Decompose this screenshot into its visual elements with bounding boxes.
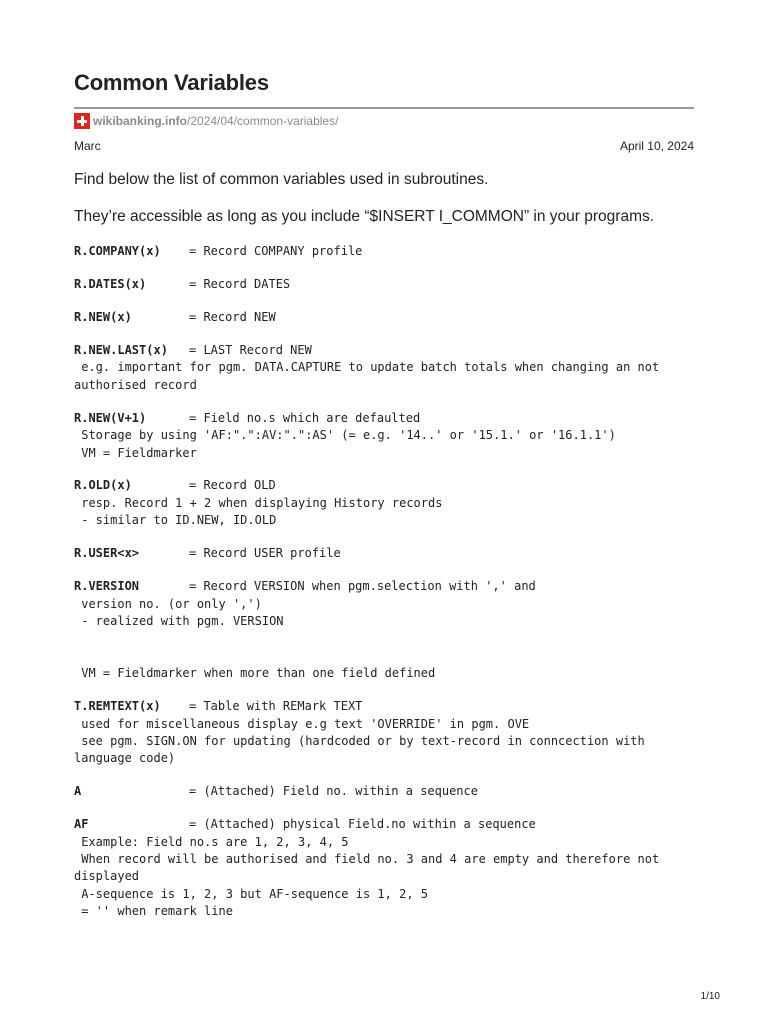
variable-definition: = Record NEW xyxy=(189,309,276,324)
variable-definition: = (Attached) physical Field.no within a sequence xyxy=(189,817,536,832)
source-domain-link[interactable]: wikibanking.info xyxy=(93,114,188,128)
variable-name: R.NEW(V+1) xyxy=(74,410,147,425)
variable-note: When record will be authorised and field no. 3 and 4 are empty and therefore not xyxy=(74,852,660,867)
variable-definition-line xyxy=(74,578,694,595)
page-number: 1/10 xyxy=(700,991,720,1002)
variable-definition-line xyxy=(74,698,694,715)
variable-entry xyxy=(74,578,694,682)
source-line xyxy=(74,113,338,129)
source-path-link[interactable]: /2024/04/common-variables/ xyxy=(187,114,339,128)
variable-definition-line xyxy=(74,276,694,293)
variable-entry xyxy=(74,276,694,293)
variable-name: R.USER<x> xyxy=(74,546,140,561)
variable-note: used for miscellaneous display e.g text 'OVERRIDE' in pgm. OVE xyxy=(74,716,530,731)
variable-note: = '' when remark line xyxy=(74,904,233,919)
variable-entry xyxy=(74,783,694,800)
variable-note: Storage by using 'AF:".":AV:".":AS' (= e.g. '14..' or '15.1.' or '16.1.1') xyxy=(74,428,616,443)
variable-name: AF xyxy=(74,817,89,832)
variable-definition-line xyxy=(74,342,694,359)
variable-entry xyxy=(74,342,694,394)
variable-note: Example: Field no.s are 1, 2, 3, 4, 5 xyxy=(74,834,349,849)
variable-definition: = Record VERSION when pgm.selection with ',' and xyxy=(189,579,536,594)
variable-name: T.REMTEXT(x) xyxy=(74,699,161,714)
variable-definition-line xyxy=(74,309,694,326)
variable-name: R.NEW.LAST(x) xyxy=(74,342,168,357)
variable-definition-line xyxy=(74,816,694,833)
variable-definition: = (Attached) Field no. within a sequence xyxy=(189,784,478,799)
variable-note: - similar to ID.NEW, ID.OLD xyxy=(74,513,277,528)
variable-note: language code) xyxy=(74,751,176,766)
variable-note: authorised record xyxy=(74,377,197,392)
variable-definition: = Record OLD xyxy=(189,478,276,493)
variable-note: A-sequence is 1, 2, 3 but AF-sequence is 1, 2, 5 xyxy=(74,886,429,901)
author-name: Marc xyxy=(74,139,101,153)
intro-paragraph: Find below the list of common variables used in subroutines. xyxy=(74,171,489,188)
variable-note: displayed xyxy=(74,869,140,884)
variable-list xyxy=(74,243,694,936)
variable-name: R.NEW(x) xyxy=(74,309,132,324)
variable-note: VM = Fieldmarker xyxy=(74,445,197,460)
variable-definition-line xyxy=(74,477,694,494)
variable-definition: = Table with REMark TEXT xyxy=(189,699,363,714)
variable-name: R.OLD(x) xyxy=(74,478,132,493)
variable-definition: = Field no.s which are defaulted xyxy=(189,410,421,425)
variable-entry xyxy=(74,545,694,562)
variable-entry xyxy=(74,309,694,326)
variable-note: see pgm. SIGN.ON for updating (hardcoded or by text-record in conncection with xyxy=(74,733,645,748)
title-divider xyxy=(74,107,694,109)
publish-date: April 10, 2024 xyxy=(619,139,694,153)
variable-note: version no. (or only ',') xyxy=(74,596,262,611)
variable-note: e.g. important for pgm. DATA.CAPTURE to update batch totals when changing an not xyxy=(74,360,660,375)
intro-paragraph: They’re accessible as long as you include “$INSERT I_COMMON” in your programs. xyxy=(74,208,655,225)
variable-name: R.VERSION xyxy=(74,579,140,594)
variable-definition-line xyxy=(74,783,694,800)
variable-definition: = Record COMPANY profile xyxy=(189,244,363,258)
variable-note: - realized with pgm. VERSION xyxy=(74,614,284,629)
variable-definition: = Record USER profile xyxy=(189,546,341,561)
variable-entry xyxy=(74,698,694,768)
variable-definition: = Record DATES xyxy=(189,276,291,291)
variable-definition-line xyxy=(74,243,694,260)
variable-note xyxy=(74,648,694,665)
variable-definition: = LAST Record NEW xyxy=(189,342,312,357)
variable-entry xyxy=(74,243,694,260)
swiss-flag-icon xyxy=(74,113,90,129)
variable-entry xyxy=(74,410,694,462)
variable-note xyxy=(74,630,694,647)
variable-entry xyxy=(74,816,694,920)
variable-entry xyxy=(74,477,694,529)
variable-name: R.COMPANY(x) xyxy=(74,244,161,258)
variable-definition-line xyxy=(74,545,694,562)
variable-name: A xyxy=(74,784,82,799)
variable-name: R.DATES(x) xyxy=(74,276,147,291)
variable-note: VM = Fieldmarker when more than one field defined xyxy=(74,666,436,681)
variable-note: resp. Record 1 + 2 when displaying History records xyxy=(74,495,443,510)
variable-definition-line xyxy=(74,410,694,427)
page-title: Common Variables xyxy=(74,70,269,95)
